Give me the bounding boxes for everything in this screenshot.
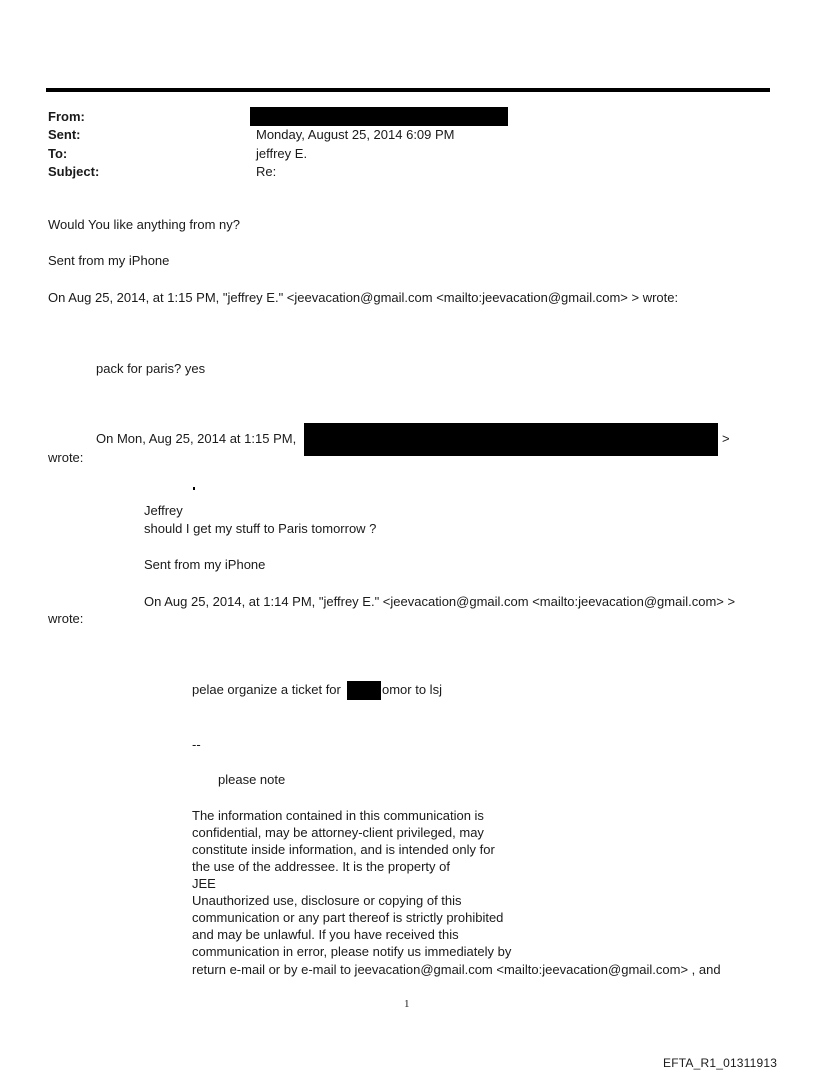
quoted-message-suffix: omor to lsj — [382, 682, 442, 697]
disclaimer-line: communication in error, please notify us immediately by — [192, 944, 512, 959]
message-line: Would You like anything from ny? — [48, 217, 240, 232]
signature-separator: -- — [192, 737, 201, 752]
to-value: jeffrey E. — [256, 146, 308, 161]
stray-mark — [193, 487, 195, 490]
quoted-message: pack for paris? yes — [96, 361, 206, 376]
quote-header-wrote: wrote: — [48, 450, 84, 465]
from-redaction — [250, 107, 508, 126]
quoted-message-prefix: pelae organize a ticket for — [192, 682, 341, 697]
disclaimer-line: JEE — [192, 876, 216, 891]
sender-redaction — [304, 423, 718, 456]
note-heading: please note — [218, 772, 286, 787]
subject-value: Re: — [256, 164, 277, 179]
header-divider — [46, 88, 770, 92]
quote-header: On Aug 25, 2014, at 1:14 PM, "jeffrey E." <jeevacation@gmail.com <mailto:jeevacation@gmail.com> > — [144, 594, 736, 609]
disclaimer-line: The information contained in this communication is — [192, 808, 484, 823]
page-number: 1 — [404, 998, 410, 1010]
subject-label: Subject: — [48, 164, 100, 179]
to-label: To: — [48, 146, 68, 161]
quoted-message: should I get my stuff to Paris tomorrow ? — [144, 521, 377, 536]
quote-header-suffix: > — [722, 431, 730, 446]
sent-label: Sent: — [48, 127, 81, 142]
quoted-message: Jeffrey — [144, 503, 183, 518]
quote-header-wrote: wrote: — [48, 611, 84, 626]
disclaimer-line: communication or any part thereof is strictly prohibited — [192, 910, 504, 925]
signature-line: Sent from my iPhone — [48, 253, 170, 268]
sent-value: Monday, August 25, 2014 6:09 PM — [256, 127, 455, 142]
disclaimer-line: constitute inside information, and is intended only for — [192, 842, 495, 857]
disclaimer-line: return e-mail or by e-mail to jeevacation@gmail.com <mailto:jeevacation@gmail.com> , and — [192, 962, 721, 977]
disclaimer-line: the use of the addressee. It is the property of — [192, 859, 450, 874]
document-id: EFTA_R1_01311913 — [663, 1056, 778, 1070]
disclaimer-line: confidential, may be attorney-client privileged, may — [192, 825, 484, 840]
quote-header: On Aug 25, 2014, at 1:15 PM, "jeffrey E." <jeevacation@gmail.com <mailto:jeevacation@gmail.com> > wrote: — [48, 290, 679, 305]
from-label: From: — [48, 109, 85, 124]
name-redaction — [347, 681, 381, 700]
disclaimer-line: Unauthorized use, disclosure or copying of this — [192, 893, 462, 908]
signature-line: Sent from my iPhone — [144, 557, 266, 572]
quote-header: On Mon, Aug 25, 2014 at 1:15 PM, — [96, 431, 297, 446]
disclaimer-line: and may be unlawful. If you have received this — [192, 927, 459, 942]
